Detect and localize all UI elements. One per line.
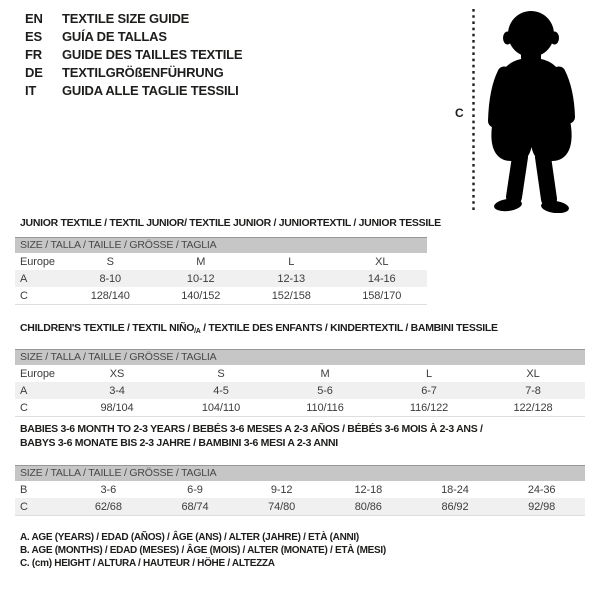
height-range-cell: 62/68 — [65, 498, 152, 515]
age-range-cell: 14-16 — [337, 270, 428, 287]
children-size-table — [15, 349, 585, 417]
language-title: TEXTILGRÖßENFÜHRUNG — [62, 65, 224, 80]
legend-line-age-years: A. AGE (YEARS) / EDAD (AÑOS) / ÂGE (ANS) / ALTER (JAHRE) / ETÀ (ANNI) — [20, 532, 359, 543]
age-range-cell: 3-6 — [100, 483, 117, 496]
height-range-cell: 80/86 — [325, 498, 412, 515]
children-height-row — [15, 399, 585, 416]
children-title-text: CHILDREN'S TEXTILE / TEXTIL NIÑO — [20, 322, 195, 334]
language-title: GUIDE DES TAILLES TEXTILE — [62, 47, 243, 62]
row-label: C — [20, 289, 28, 302]
age-range-cell: 10-12 — [156, 270, 247, 287]
height-range-cell: 104/110 — [201, 401, 241, 414]
language-row-de — [25, 64, 242, 82]
age-range-cell: 6-7 — [377, 382, 481, 399]
size-col-header: M — [196, 255, 206, 268]
children-title-text-cont: / TEXTILE DES ENFANTS / KINDERTEXTIL / BAMBINI TESSILE — [200, 322, 498, 334]
height-range-cell: 110/116 — [306, 401, 344, 414]
height-figure — [455, 6, 585, 216]
size-col-header: L — [288, 255, 295, 268]
language-row-en — [25, 10, 242, 28]
babies-table-grid — [15, 481, 585, 515]
row-label: A — [15, 382, 65, 399]
height-range-cell: 86/92 — [412, 498, 499, 515]
height-measure-line — [471, 8, 476, 214]
age-range-cell: 4-5 — [169, 382, 273, 399]
age-range-cell: 24-36 — [527, 483, 556, 496]
height-range-cell: 128/140 — [90, 289, 130, 302]
junior-region-row — [15, 253, 427, 270]
size-col-header: XL — [526, 367, 540, 380]
size-col-header: S — [217, 367, 225, 380]
height-range-cell: 92/98 — [498, 498, 585, 515]
legend-line-height: C. (cm) HEIGHT / ALTURA / HAUTEUR / HÖHE / ALTEZZA — [20, 558, 275, 570]
size-header-bar: SIZE / TALLA / TAILLE / GRÖSSE / TAGLIA — [15, 350, 585, 365]
height-measure-label: C — [455, 106, 464, 120]
age-range-cell: 18-24 — [441, 483, 469, 496]
language-row-es — [25, 28, 242, 46]
age-range-cell: 9-12 — [270, 483, 293, 496]
language-code: FR — [25, 47, 42, 62]
age-range-cell: 5-6 — [273, 382, 377, 399]
junior-height-row — [15, 287, 427, 304]
language-row-fr — [25, 46, 242, 64]
language-title: GUÍA DE TALLAS — [62, 29, 167, 44]
age-range-cell: 12-13 — [246, 270, 337, 287]
height-range-cell: 140/152 — [181, 289, 221, 302]
row-label: A — [15, 270, 65, 287]
size-header-bar: SIZE / TALLA / TAILLE / GRÖSSE / TAGLIA — [15, 466, 585, 481]
language-title: TEXTILE SIZE GUIDE — [62, 11, 190, 26]
age-range-cell: 3-4 — [65, 382, 169, 399]
toddler-silhouette-icon — [485, 9, 579, 213]
children-table-grid — [15, 365, 585, 416]
age-range-cell: 8-10 — [65, 270, 156, 287]
junior-size-table — [15, 237, 427, 305]
size-col-header: M — [320, 367, 330, 380]
children-title-subscript: /A — [194, 328, 201, 335]
language-code: EN — [25, 11, 43, 26]
babies-title-line2: BABYS 3-6 MONATE BIS 2-3 JAHRE / BAMBINI 3-6 MESI A 2-3 ANNI — [20, 437, 338, 449]
age-range-cell: 7-8 — [481, 382, 585, 399]
language-code: DE — [25, 65, 43, 80]
row-label: B — [20, 483, 28, 496]
size-col-header: XL — [375, 255, 389, 268]
babies-months-row — [15, 481, 585, 498]
row-label: Europe — [20, 367, 55, 380]
height-range-cell: 116/122 — [409, 401, 449, 414]
size-col-header: L — [425, 367, 433, 380]
height-range-cell: 158/170 — [362, 289, 402, 302]
row-label: C — [15, 498, 65, 515]
height-range-cell: 98/104 — [100, 401, 134, 414]
age-range-cell: 6-9 — [187, 483, 203, 496]
measurement-legend — [20, 531, 386, 571]
language-code: ES — [25, 29, 42, 44]
size-col-header: S — [106, 255, 114, 268]
size-col-header: XS — [109, 367, 125, 380]
row-label: C — [20, 401, 28, 414]
age-range-cell: 12-18 — [354, 483, 383, 496]
language-title-list — [25, 10, 242, 100]
babies-size-table — [15, 465, 585, 516]
height-range-cell: 68/74 — [152, 498, 239, 515]
size-header-bar: SIZE / TALLA / TAILLE / GRÖSSE / TAGLIA — [15, 238, 427, 253]
language-code: IT — [25, 83, 37, 98]
children-region-row — [15, 365, 585, 382]
babies-height-row — [15, 498, 585, 515]
height-range-cell: 152/158 — [271, 289, 311, 302]
children-section-title — [20, 322, 498, 335]
junior-section-title: JUNIOR TEXTILE / TEXTIL JUNIOR/ TEXTILE JUNIOR / JUNIORTEXTIL / JUNIOR TESSILE — [20, 217, 441, 229]
language-row-it — [25, 82, 242, 100]
children-age-row — [15, 382, 585, 399]
babies-title-line1: BABIES 3-6 MONTH TO 2-3 YEARS / BEBÉS 3-6 MESES A 2-3 AÑOS / BÉBÉS 3-6 MOIS À 2-3 ANS / — [20, 423, 483, 435]
height-range-cell: 74/80 — [238, 498, 325, 515]
height-range-cell: 122/128 — [513, 401, 553, 414]
junior-age-row — [15, 270, 427, 287]
legend-line-age-months: B. AGE (MONTHS) / EDAD (MESES) / ÂGE (MOIS) / ALTER (MONATE) / ETÀ (MESI) — [20, 545, 386, 557]
babies-section-title — [20, 422, 483, 450]
language-title: GUIDA ALLE TAGLIE TESSILI — [62, 83, 239, 98]
junior-table-grid — [15, 253, 427, 304]
row-label: Europe — [20, 255, 55, 268]
